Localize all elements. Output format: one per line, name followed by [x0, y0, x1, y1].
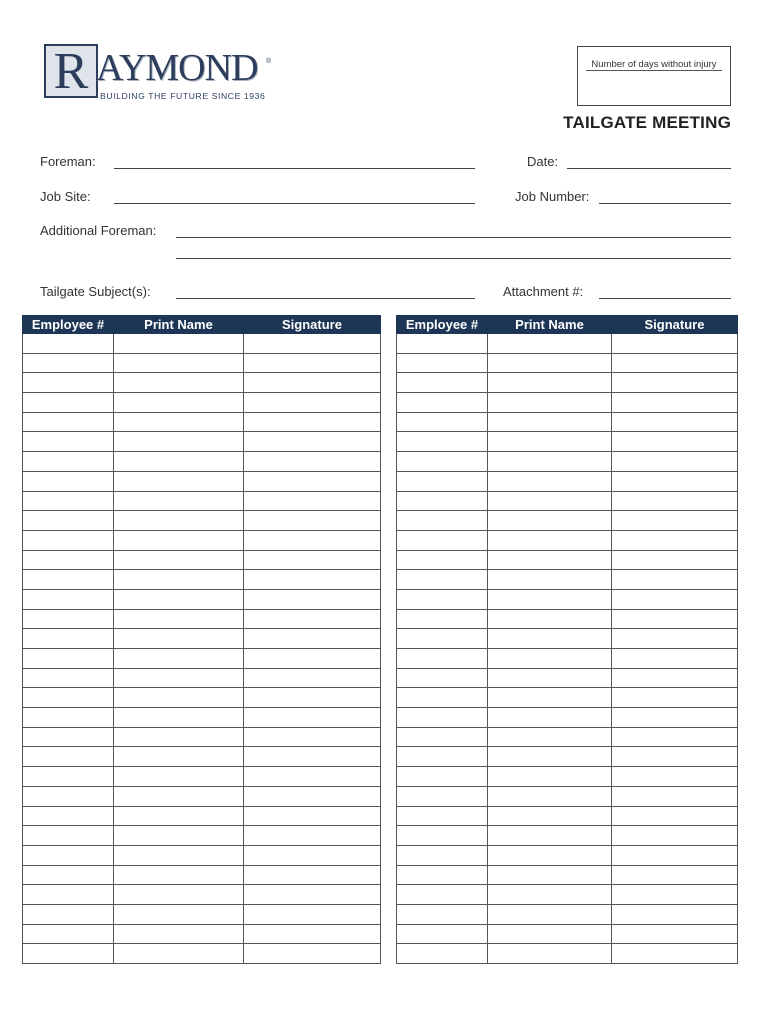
- signature-cell[interactable]: [612, 491, 738, 511]
- print-name-cell[interactable]: [114, 865, 244, 885]
- signature-cell[interactable]: [612, 629, 738, 649]
- print-name-cell[interactable]: [114, 452, 244, 472]
- employee-number-cell[interactable]: [397, 649, 488, 669]
- logo-wordmark: AYMOND: [96, 47, 258, 89]
- employee-number-cell[interactable]: [397, 471, 488, 491]
- print-name-cell[interactable]: [488, 708, 612, 728]
- employee-number-cell[interactable]: [397, 412, 488, 432]
- print-name-cell[interactable]: [488, 609, 612, 629]
- print-name-cell[interactable]: [114, 609, 244, 629]
- employee-number-cell[interactable]: [397, 629, 488, 649]
- signature-cell[interactable]: [244, 373, 381, 393]
- print-name-cell[interactable]: [114, 767, 244, 787]
- table-row: [397, 589, 738, 609]
- signature-cell[interactable]: [612, 885, 738, 905]
- additional-foreman-field-2[interactable]: [176, 258, 731, 259]
- signature-header: Signature: [612, 316, 738, 334]
- print-name-cell[interactable]: [114, 688, 244, 708]
- print-name-cell[interactable]: [488, 530, 612, 550]
- employee-number-cell[interactable]: [23, 393, 114, 413]
- signature-cell[interactable]: [612, 452, 738, 472]
- print-name-cell[interactable]: [114, 924, 244, 944]
- table-row: [23, 609, 381, 629]
- signature-cell[interactable]: [612, 826, 738, 846]
- employee-number-cell[interactable]: [397, 589, 488, 609]
- print-name-cell[interactable]: [114, 708, 244, 728]
- days-without-injury-box: [577, 46, 731, 106]
- table-row: [23, 747, 381, 767]
- employee-number-cell[interactable]: [23, 353, 114, 373]
- print-name-cell[interactable]: [114, 412, 244, 432]
- job-site-field[interactable]: [114, 203, 475, 204]
- print-name-cell[interactable]: [114, 550, 244, 570]
- signature-cell[interactable]: [244, 334, 381, 354]
- signature-cell[interactable]: [612, 471, 738, 491]
- days-without-injury-label: Number of days without injury: [591, 59, 717, 70]
- signature-cell[interactable]: [612, 747, 738, 767]
- logo-initial: R: [44, 44, 98, 98]
- table-row: [23, 511, 381, 531]
- print-name-cell[interactable]: [114, 885, 244, 905]
- signature-cell[interactable]: [244, 865, 381, 885]
- signature-cell[interactable]: [612, 649, 738, 669]
- table-row: [23, 393, 381, 413]
- employee-number-cell[interactable]: [23, 944, 114, 964]
- print-name-cell[interactable]: [114, 944, 244, 964]
- print-name-cell[interactable]: [488, 629, 612, 649]
- signature-cell[interactable]: [612, 904, 738, 924]
- table-row: [23, 550, 381, 570]
- signature-cell[interactable]: [244, 432, 381, 452]
- employee-number-cell[interactable]: [23, 924, 114, 944]
- employee-number-cell[interactable]: [23, 826, 114, 846]
- table-row: [397, 609, 738, 629]
- table-row: [397, 944, 738, 964]
- table-row: [23, 432, 381, 452]
- signature-cell[interactable]: [244, 904, 381, 924]
- employee-number-cell[interactable]: [23, 865, 114, 885]
- print-name-cell[interactable]: [488, 786, 612, 806]
- print-name-cell[interactable]: [114, 845, 244, 865]
- table-row: [23, 353, 381, 373]
- signature-cell[interactable]: [612, 865, 738, 885]
- employee-number-cell[interactable]: [23, 452, 114, 472]
- print-name-cell[interactable]: [114, 589, 244, 609]
- print-name-cell[interactable]: [488, 471, 612, 491]
- employee-number-cell[interactable]: [397, 767, 488, 787]
- signature-cell[interactable]: [244, 511, 381, 531]
- print-name-cell[interactable]: [114, 570, 244, 590]
- table-row: [23, 668, 381, 688]
- employee-number-cell[interactable]: [397, 845, 488, 865]
- employee-number-cell[interactable]: [23, 708, 114, 728]
- signature-cell[interactable]: [612, 570, 738, 590]
- page-title: TAILGATE MEETING: [563, 113, 731, 132]
- signature-cell[interactable]: [612, 334, 738, 354]
- job-site-label: Job Site:: [40, 189, 91, 204]
- signature-cell[interactable]: [612, 786, 738, 806]
- table-row: [23, 373, 381, 393]
- signature-cell[interactable]: [612, 688, 738, 708]
- signature-cell[interactable]: [244, 747, 381, 767]
- date-label: Date:: [527, 154, 559, 169]
- signature-cell[interactable]: [244, 412, 381, 432]
- employee-number-header: Employee #: [397, 316, 488, 334]
- table-row: [23, 530, 381, 550]
- table-row: [397, 353, 738, 373]
- signature-cell[interactable]: [244, 530, 381, 550]
- print-name-cell[interactable]: [114, 353, 244, 373]
- table-row: [397, 471, 738, 491]
- print-name-cell[interactable]: [114, 806, 244, 826]
- table-row: [23, 412, 381, 432]
- table-row: [23, 767, 381, 787]
- table-row: [397, 393, 738, 413]
- table-row: [23, 629, 381, 649]
- print-name-cell[interactable]: [488, 412, 612, 432]
- signature-cell[interactable]: [244, 668, 381, 688]
- signature-cell[interactable]: [244, 649, 381, 669]
- print-name-cell[interactable]: [488, 334, 612, 354]
- signature-cell[interactable]: [244, 353, 381, 373]
- employee-number-cell[interactable]: [23, 786, 114, 806]
- signature-cell[interactable]: [244, 767, 381, 787]
- print-name-cell[interactable]: [488, 688, 612, 708]
- signature-cell[interactable]: [612, 432, 738, 452]
- signin-table-right: [396, 315, 738, 964]
- signature-cell[interactable]: [612, 412, 738, 432]
- employee-number-cell[interactable]: [23, 570, 114, 590]
- table-row: [23, 885, 381, 905]
- table-row: [397, 767, 738, 787]
- employee-number-cell[interactable]: [397, 609, 488, 629]
- print-name-cell[interactable]: [114, 727, 244, 747]
- print-name-cell[interactable]: [114, 904, 244, 924]
- table-row: [397, 432, 738, 452]
- employee-number-cell[interactable]: [397, 885, 488, 905]
- employee-number-cell[interactable]: [23, 688, 114, 708]
- print-name-cell[interactable]: [488, 570, 612, 590]
- employee-number-cell[interactable]: [397, 727, 488, 747]
- employee-number-cell[interactable]: [23, 530, 114, 550]
- signature-cell[interactable]: [612, 530, 738, 550]
- print-name-cell[interactable]: [488, 393, 612, 413]
- signature-cell[interactable]: [612, 609, 738, 629]
- print-name-cell[interactable]: [488, 550, 612, 570]
- print-name-cell[interactable]: [114, 747, 244, 767]
- employee-number-cell[interactable]: [23, 432, 114, 452]
- print-name-cell[interactable]: [488, 727, 612, 747]
- employee-number-cell[interactable]: [397, 806, 488, 826]
- print-name-cell[interactable]: [488, 452, 612, 472]
- print-name-cell[interactable]: [488, 668, 612, 688]
- print-name-cell[interactable]: [488, 904, 612, 924]
- table-row: [397, 806, 738, 826]
- print-name-cell[interactable]: [114, 530, 244, 550]
- table-row: [23, 452, 381, 472]
- employee-number-cell[interactable]: [23, 845, 114, 865]
- signature-cell[interactable]: [612, 589, 738, 609]
- signature-cell[interactable]: [244, 708, 381, 728]
- table-row: [397, 786, 738, 806]
- employee-number-cell[interactable]: [23, 373, 114, 393]
- employee-number-cell[interactable]: [23, 629, 114, 649]
- employee-number-cell[interactable]: [23, 885, 114, 905]
- employee-number-cell[interactable]: [397, 786, 488, 806]
- tailgate-subjects-label: Tailgate Subject(s):: [40, 284, 151, 299]
- table-row: [397, 373, 738, 393]
- signature-cell[interactable]: [244, 629, 381, 649]
- signature-cell[interactable]: [244, 452, 381, 472]
- employee-number-cell[interactable]: [23, 904, 114, 924]
- additional-foreman-field-1[interactable]: [176, 237, 731, 238]
- signature-cell[interactable]: [244, 826, 381, 846]
- table-row: [23, 786, 381, 806]
- date-field[interactable]: [567, 168, 731, 169]
- signature-cell[interactable]: [244, 589, 381, 609]
- print-name-cell[interactable]: [114, 491, 244, 511]
- print-name-cell[interactable]: [114, 393, 244, 413]
- foreman-field[interactable]: [114, 168, 475, 169]
- additional-foreman-label: Additional Foreman:: [40, 223, 157, 238]
- print-name-cell[interactable]: [114, 373, 244, 393]
- logo-registered-mark: ®: [266, 58, 272, 65]
- employee-number-cell[interactable]: [397, 865, 488, 885]
- employee-number-header: Employee #: [23, 316, 114, 334]
- signature-cell[interactable]: [612, 550, 738, 570]
- table-row: [397, 452, 738, 472]
- table-row: [23, 727, 381, 747]
- signature-cell[interactable]: [244, 885, 381, 905]
- table-row: [23, 826, 381, 846]
- print-name-cell[interactable]: [488, 826, 612, 846]
- signature-cell[interactable]: [244, 393, 381, 413]
- table-row: [397, 747, 738, 767]
- employee-number-cell[interactable]: [397, 826, 488, 846]
- employee-number-cell[interactable]: [23, 767, 114, 787]
- employee-number-cell[interactable]: [23, 806, 114, 826]
- signature-cell[interactable]: [244, 609, 381, 629]
- table-row: [397, 688, 738, 708]
- table-row: [397, 412, 738, 432]
- employee-number-cell[interactable]: [397, 491, 488, 511]
- print-name-cell[interactable]: [114, 432, 244, 452]
- signature-cell[interactable]: [612, 668, 738, 688]
- table-row: [397, 334, 738, 354]
- job-number-field[interactable]: [599, 203, 731, 204]
- print-name-cell[interactable]: [488, 885, 612, 905]
- print-name-cell[interactable]: [114, 649, 244, 669]
- table-row: [23, 924, 381, 944]
- signature-cell[interactable]: [244, 471, 381, 491]
- table-row: [23, 708, 381, 728]
- employee-number-cell[interactable]: [23, 550, 114, 570]
- print-name-cell[interactable]: [488, 432, 612, 452]
- attachment-label: Attachment #:: [503, 284, 584, 299]
- table-row: [23, 334, 381, 354]
- table-row: [23, 471, 381, 491]
- print-name-cell[interactable]: [488, 373, 612, 393]
- table-row: [23, 904, 381, 924]
- employee-number-cell[interactable]: [23, 412, 114, 432]
- print-name-cell[interactable]: [114, 471, 244, 491]
- print-name-cell[interactable]: [488, 649, 612, 669]
- print-name-cell[interactable]: [488, 511, 612, 531]
- signature-cell[interactable]: [244, 550, 381, 570]
- print-name-cell[interactable]: [488, 589, 612, 609]
- signature-cell[interactable]: [612, 708, 738, 728]
- employee-number-cell[interactable]: [23, 668, 114, 688]
- table-row: [23, 865, 381, 885]
- raymond-logo: [44, 44, 274, 106]
- table-row: [23, 491, 381, 511]
- print-name-cell[interactable]: [114, 511, 244, 531]
- print-name-cell[interactable]: [488, 747, 612, 767]
- employee-number-cell[interactable]: [397, 393, 488, 413]
- employee-number-cell[interactable]: [397, 452, 488, 472]
- employee-number-cell[interactable]: [397, 570, 488, 590]
- table-row: [397, 570, 738, 590]
- table-row: [23, 688, 381, 708]
- table-row: [397, 668, 738, 688]
- signature-cell[interactable]: [612, 924, 738, 944]
- employee-number-cell[interactable]: [397, 530, 488, 550]
- table-row: [397, 530, 738, 550]
- signature-cell[interactable]: [612, 393, 738, 413]
- print-name-header: Print Name: [114, 316, 244, 334]
- employee-number-cell[interactable]: [397, 334, 488, 354]
- table-row: [397, 550, 738, 570]
- signature-cell[interactable]: [244, 944, 381, 964]
- signature-cell[interactable]: [244, 845, 381, 865]
- employee-number-cell[interactable]: [397, 944, 488, 964]
- print-name-cell[interactable]: [488, 806, 612, 826]
- table-row: [23, 649, 381, 669]
- print-name-cell[interactable]: [488, 865, 612, 885]
- print-name-cell[interactable]: [488, 845, 612, 865]
- table-row: [23, 589, 381, 609]
- signature-cell[interactable]: [612, 727, 738, 747]
- table-row: [397, 727, 738, 747]
- signin-table-left: [22, 315, 381, 964]
- employee-number-cell[interactable]: [23, 747, 114, 767]
- employee-number-cell[interactable]: [397, 688, 488, 708]
- employee-number-cell[interactable]: [397, 708, 488, 728]
- employee-number-cell[interactable]: [397, 924, 488, 944]
- table-row: [23, 806, 381, 826]
- table-row: [397, 629, 738, 649]
- table-row: [23, 845, 381, 865]
- signature-cell[interactable]: [244, 786, 381, 806]
- print-name-cell[interactable]: [114, 826, 244, 846]
- signature-cell[interactable]: [244, 688, 381, 708]
- employee-number-cell[interactable]: [397, 550, 488, 570]
- table-row: [397, 491, 738, 511]
- print-name-cell[interactable]: [114, 629, 244, 649]
- print-name-cell[interactable]: [114, 668, 244, 688]
- table-row: [397, 865, 738, 885]
- employee-number-cell[interactable]: [397, 904, 488, 924]
- employee-number-cell[interactable]: [397, 747, 488, 767]
- signin-rows-right: [397, 334, 738, 964]
- signature-cell[interactable]: [244, 727, 381, 747]
- print-name-cell[interactable]: [488, 924, 612, 944]
- employee-number-cell[interactable]: [23, 609, 114, 629]
- signature-cell[interactable]: [612, 353, 738, 373]
- employee-number-cell[interactable]: [23, 471, 114, 491]
- table-row: [397, 885, 738, 905]
- table-row: [397, 924, 738, 944]
- employee-number-cell[interactable]: [397, 668, 488, 688]
- table-row: [397, 845, 738, 865]
- employee-number-cell[interactable]: [397, 511, 488, 531]
- print-name-header: Print Name: [488, 316, 612, 334]
- attachment-field[interactable]: [599, 298, 731, 299]
- signature-cell[interactable]: [612, 767, 738, 787]
- foreman-label: Foreman:: [40, 154, 96, 169]
- employee-number-cell[interactable]: [397, 373, 488, 393]
- days-divider: [586, 70, 722, 71]
- print-name-cell[interactable]: [114, 786, 244, 806]
- tailgate-subjects-field[interactable]: [176, 298, 475, 299]
- signature-cell[interactable]: [612, 944, 738, 964]
- signature-cell[interactable]: [244, 806, 381, 826]
- logo-tagline: BUILDING THE FUTURE SINCE 1936: [100, 91, 266, 101]
- signature-cell[interactable]: [244, 924, 381, 944]
- employee-number-cell[interactable]: [23, 491, 114, 511]
- print-name-cell[interactable]: [488, 767, 612, 787]
- employee-number-cell[interactable]: [23, 727, 114, 747]
- print-name-cell[interactable]: [488, 944, 612, 964]
- table-row: [397, 826, 738, 846]
- employee-number-cell[interactable]: [23, 334, 114, 354]
- print-name-cell[interactable]: [114, 334, 244, 354]
- signature-cell[interactable]: [612, 845, 738, 865]
- signin-rows-left: [23, 334, 381, 964]
- job-number-label: Job Number:: [515, 189, 590, 204]
- employee-number-cell[interactable]: [23, 511, 114, 531]
- table-row: [23, 570, 381, 590]
- signature-cell[interactable]: [612, 806, 738, 826]
- signature-header: Signature: [244, 316, 381, 334]
- employee-number-cell[interactable]: [23, 649, 114, 669]
- signature-cell[interactable]: [244, 491, 381, 511]
- table-row: [397, 511, 738, 531]
- table-row: [23, 944, 381, 964]
- signature-cell[interactable]: [612, 373, 738, 393]
- employee-number-cell[interactable]: [397, 353, 488, 373]
- signature-cell[interactable]: [244, 570, 381, 590]
- signature-cell[interactable]: [612, 511, 738, 531]
- print-name-cell[interactable]: [488, 353, 612, 373]
- print-name-cell[interactable]: [488, 491, 612, 511]
- employee-number-cell[interactable]: [397, 432, 488, 452]
- employee-number-cell[interactable]: [23, 589, 114, 609]
- table-row: [397, 649, 738, 669]
- table-row: [397, 904, 738, 924]
- table-row: [397, 708, 738, 728]
